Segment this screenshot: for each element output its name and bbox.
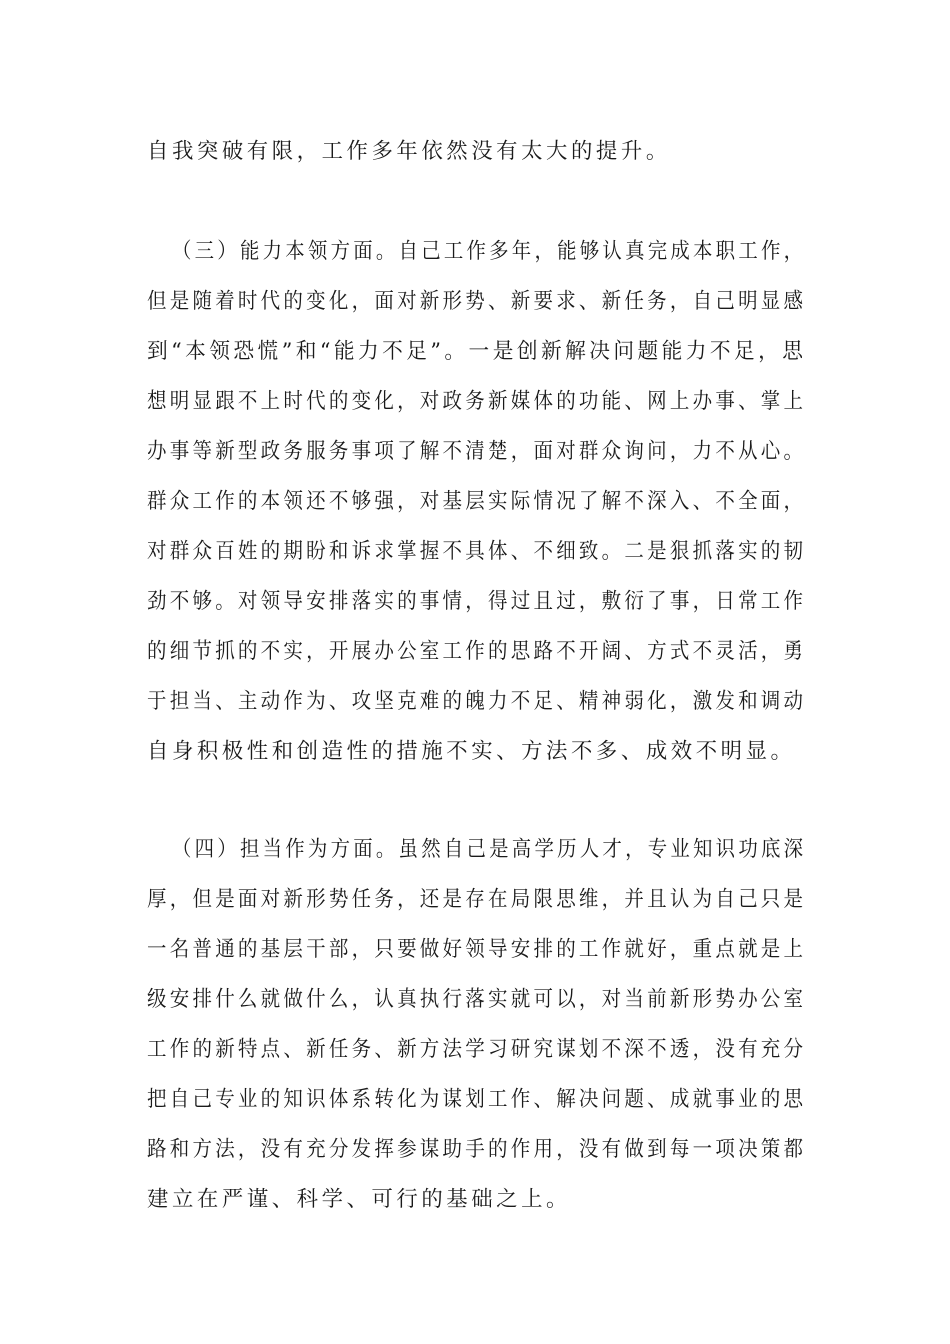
text-line: 对群众百姓的期盼和诉求掌握不具体、不细致。二是狠抓落实的韧 [147,539,807,564]
text-line: 路和方法，没有充分发挥参谋助手的作用，没有做到每一项决策都 [147,1137,807,1162]
section-4-line [0,932,950,968]
text-line: 办事等新型政务服务事项了解不清楚，面对群众询问，力不从心。 [147,439,807,464]
text-line: 自我突破有限，工作多年依然没有太大的提升。 [147,139,671,164]
section-3-line [0,534,950,570]
section-3-line [0,684,950,720]
section-4-line [0,1082,950,1118]
section-4-line [0,1032,950,1068]
section-3-line [0,334,950,370]
text-line: 想明显跟不上时代的变化，对政务新媒体的功能、网上办事、掌上 [147,389,807,414]
section-3-line [0,734,950,770]
text-line: 一名普通的基层干部，只要做好领导安排的工作就好，重点就是上 [147,937,807,962]
paragraph-continuation-line [0,134,950,170]
section-4-heading-line [0,832,950,868]
section-4-line [0,982,950,1018]
text-line: 于担当、主动作为、攻坚克难的魄力不足、精神弱化，激发和调动 [147,689,807,714]
text-line: 工作的新特点、新任务、新方法学习研究谋划不深不透，没有充分 [147,1037,807,1062]
section-3-line [0,434,950,470]
text-line: 到“本领恐慌”和“能力不足”。一是创新解决问题能力不足，思 [147,339,807,364]
text-line: （四）担当作为方面。虽然自己是高学历人才，专业知识功底深 [172,837,807,862]
text-line: 但是随着时代的变化，面对新形势、新要求、新任务，自己明显感 [147,289,807,314]
text-line: 把自己专业的知识体系转化为谋划工作、解决问题、成就事业的思 [147,1087,807,1112]
section-3-line [0,484,950,520]
text-line: 的细节抓的不实，开展办公室工作的思路不开阔、方式不灵活，勇 [147,639,807,664]
text-line: 建立在严谨、科学、可行的基础之上。 [147,1187,571,1212]
section-3-heading-line [0,234,950,270]
section-4-line [0,1132,950,1168]
text-line: 群众工作的本领还不够强，对基层实际情况了解不深入、不全面， [147,489,807,514]
section-3-line [0,284,950,320]
text-line: 自身积极性和创造性的措施不实、方法不多、成效不明显。 [147,739,796,764]
section-4-line [0,882,950,918]
section-3-line [0,634,950,670]
section-3-line [0,584,950,620]
text-line: 级安排什么就做什么，认真执行落实就可以，对当前新形势办公室 [147,987,807,1012]
section-3-line [0,384,950,420]
section-4-line [0,1182,950,1218]
text-line: 厚，但是面对新形势任务，还是存在局限思维，并且认为自己只是 [147,887,807,912]
text-line: 劲不够。对领导安排落实的事情，得过且过，敷衍了事，日常工作 [147,589,807,614]
text-line: （三）能力本领方面。自己工作多年，能够认真完成本职工作， [172,239,807,264]
